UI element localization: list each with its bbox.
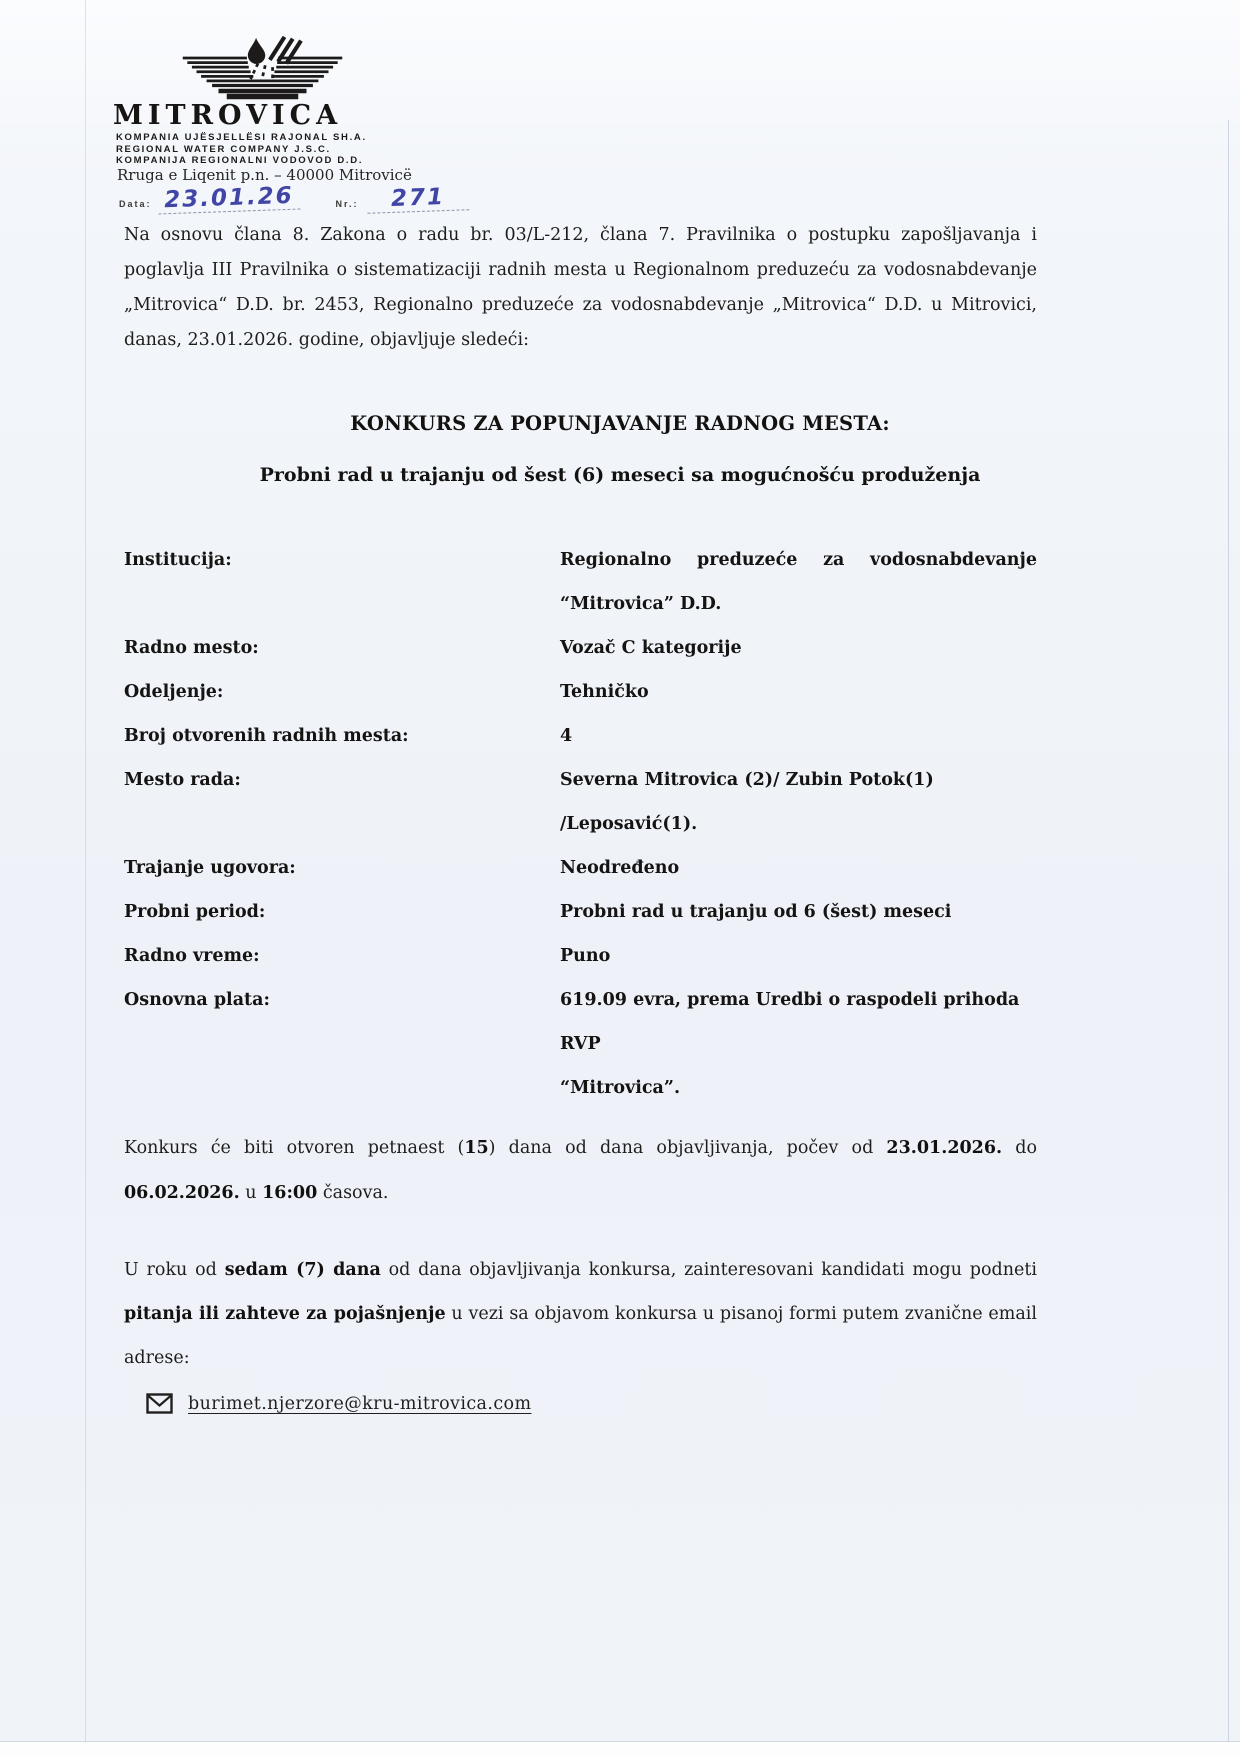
handwritten-date: 23.01.26 [157, 184, 300, 215]
date-label: Data: [119, 199, 152, 209]
field-value-line: 619.09 evra, prema Uredbi o raspodeli prihoda RVP [560, 990, 1020, 1054]
field-row-department [124, 670, 1037, 714]
field-row-position [124, 626, 1037, 670]
field-label: Osnovna plata: [124, 990, 270, 1010]
field-value [560, 626, 1037, 670]
field-row-institution [124, 538, 1037, 626]
field-label: Odeljenje: [124, 682, 224, 702]
company-address: Rruga e Liqenit p.n. – 40000 Mitrovicë [117, 166, 412, 184]
field-row-base-salary [124, 978, 1037, 1110]
protocol-line [119, 182, 469, 214]
field-label: Broj otvorenih radnih mesta: [124, 726, 409, 746]
scanner-background-strip [0, 1742, 1240, 1756]
subline-albanian: KOMPANIA UJËSJELLËSI RAJONAL SH.A. [116, 132, 367, 143]
application-period-paragraph: Konkurs će biti otvoren petnaest (15) dana od dana objavljivanja, počev od 23.01.2026. do 06.02.2026. u 16:00 časova. [124, 1138, 1037, 1203]
field-value-line: /Leposavić(1). [560, 814, 698, 834]
field-value [560, 670, 1037, 714]
field-row-probation-period [124, 890, 1037, 934]
contact-email-link[interactable]: burimet.njerzore@kru-mitrovica.com [188, 1393, 532, 1414]
field-value-line: 4 [560, 726, 573, 746]
field-value-line: Vozač C kategorije [560, 638, 742, 658]
questions-deadline-paragraph: U roku od sedam (7) dana od dana objavljivanja konkursa, zainteresovani kandidati mogu podneti pitanja ili zahteve za pojašnjenje u vezi sa objavom konkursa u pisanoj formi putem zvanične email adrese: [124, 1260, 1038, 1368]
paper-right-edge [1228, 120, 1229, 1742]
field-value [560, 934, 1037, 978]
field-value-line: “Mitrovica”. [560, 1078, 681, 1098]
field-value [560, 758, 1037, 846]
envelope-icon [146, 1393, 173, 1414]
vacancy-details-list [124, 538, 1037, 1110]
field-row-working-hours [124, 934, 1037, 978]
field-label: Trajanje ugovora: [124, 858, 296, 878]
field-label: Probni period: [124, 902, 266, 922]
field-value-line: Regionalno preduzeće za vodosnabdevanje [560, 550, 1037, 570]
company-wordmark: MITROVICA [113, 100, 343, 131]
probation-subtitle: Probni rad u trajanju od šest (6) meseci sa mogućnošću produženja [259, 464, 981, 486]
field-label: Mesto rada: [124, 770, 241, 790]
company-sublines [116, 132, 466, 167]
handwritten-protocol-number: 271 [366, 184, 469, 214]
field-label: Institucija: [124, 550, 232, 570]
field-value [560, 538, 1037, 626]
subline-serbian: KOMPANIJA REGIONALNI VODOVOD D.D. [116, 155, 364, 166]
field-value-line: Puno [560, 946, 611, 966]
number-label: Nr.: [335, 199, 359, 209]
contact-email-row [146, 1393, 531, 1414]
legal-basis-paragraph: Na osnovu člana 8. Zakona o radu br. 03/L-212, člana 7. Pravilnika o postupku zapošljavanja i poglavlja III Pravilnika o sistematizaciji radnih mesta u Regionalnom preduzeću za vodosnabdevanje „Mitrovica“ D.D. br. 2453, Regionalno preduzeće za vodosnabdevanje „Mitrovica“ D.D. u Mitrovici, danas, 23.01.2026. godine, objavljuje sledeći: [124, 225, 1037, 350]
subline-english: REGIONAL WATER COMPANY J.S.C. [116, 143, 331, 155]
field-row-open-positions [124, 714, 1037, 758]
water-droplet [248, 38, 265, 64]
field-value [560, 846, 1037, 890]
field-value-line: “Mitrovica” D.D. [560, 594, 722, 614]
field-label: Radno mesto: [124, 638, 259, 658]
field-row-work-location [124, 758, 1037, 846]
water-bowl-logo-icon [170, 36, 355, 102]
field-value [560, 890, 1037, 934]
field-value-line: Severna Mitrovica (2)/ Zubin Potok(1) [560, 770, 934, 790]
field-value [560, 978, 1037, 1110]
field-value [560, 714, 1037, 758]
field-label: Radno vreme: [124, 946, 260, 966]
vacancy-title: KONKURS ZA POPUNJAVANJE RADNOG MESTA: [350, 412, 890, 435]
field-value-line: Tehničko [560, 682, 649, 702]
field-row-contract-duration [124, 846, 1037, 890]
field-value-line: Neodređeno [560, 858, 680, 878]
field-value-line: Probni rad u trajanju od 6 (šest) meseci [560, 902, 952, 922]
paper-fold-line [85, 0, 86, 1742]
